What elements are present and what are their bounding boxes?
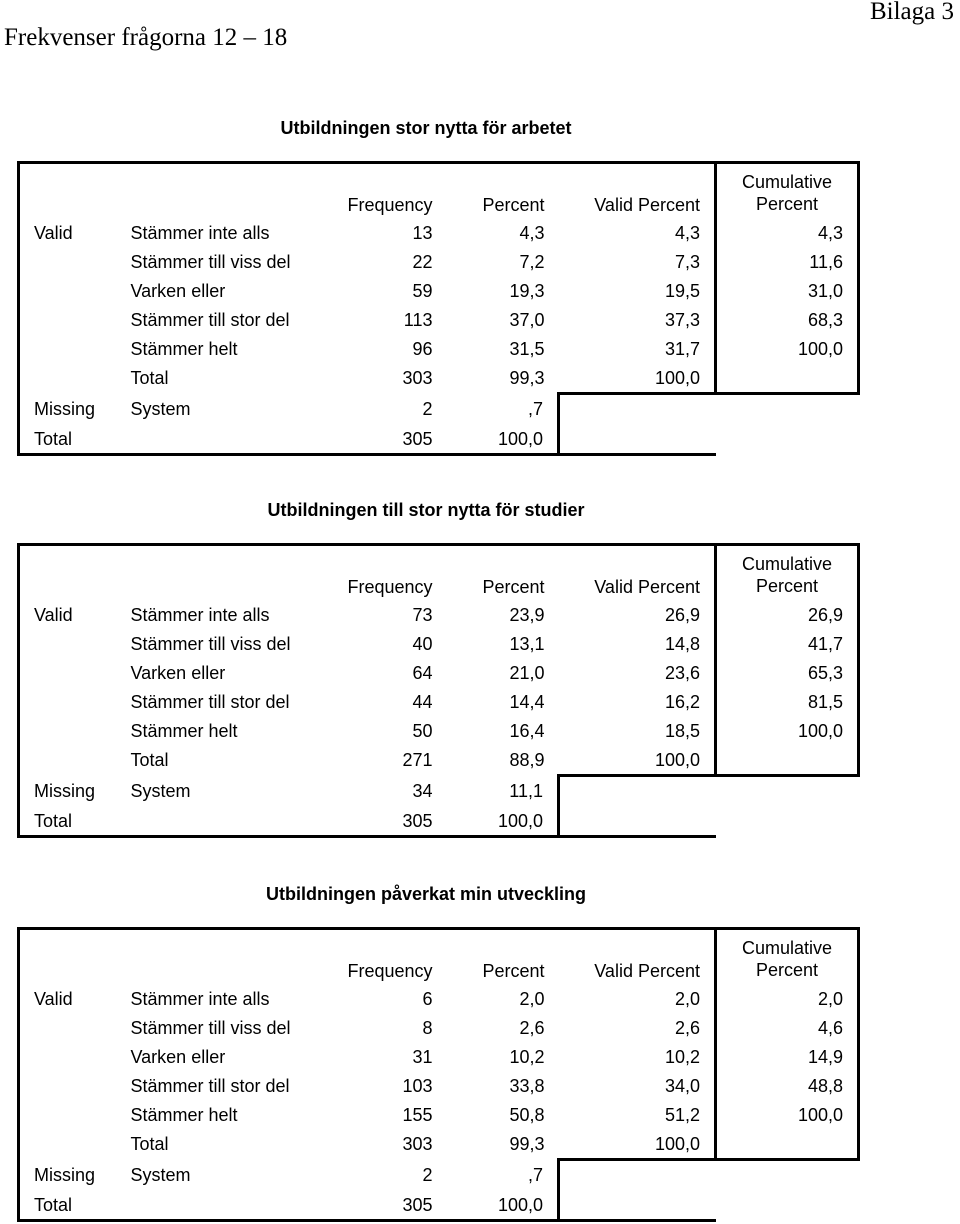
row-category-label: Stämmer inte alls [130,604,270,625]
cumulative-percent-cell [716,1129,859,1160]
cumulative-percent-cell: 11,6 [716,247,859,276]
valid-percent-cell: 26,9 [664,604,700,625]
percent-cell: 23,9 [509,604,545,625]
row-group-label [19,1129,114,1160]
row-group-label [19,1071,114,1100]
valid-percent-cell: 2,6 [674,1017,700,1038]
table-title: Utbildningen påverkat min utveckling [265,884,587,904]
cumulative-percent-header [716,163,859,219]
valid-percent-cell: 100,0 [654,1133,700,1154]
cumulative-header-line2: Percent [755,960,819,980]
row-group-label: Missing [19,776,114,807]
frequency-header: Frequency [327,929,447,985]
percent-cell: 37,0 [509,309,545,330]
valid-percent-cell: 51,2 [664,1104,700,1125]
table-row [19,629,859,658]
row-category-label: Stämmer till viss del [130,251,291,272]
table-row [19,1071,859,1100]
frequency-cell: 64 [412,662,433,683]
table-row [19,1013,859,1042]
frequency-table [17,161,860,456]
valid-percent-header: Valid Percent [559,163,716,219]
cumulative-percent-cell: 4,6 [716,1013,859,1042]
frequency-cell: 40 [412,633,433,654]
row-category-label: Stämmer helt [130,720,238,741]
valid-percent-cell [559,776,716,807]
frequency-cell: 303 [402,1134,433,1155]
cumulative-percent-cell: 41,7 [716,629,859,658]
cumulative-percent-cell [716,1190,859,1221]
frequency-cell: 73 [412,604,433,625]
frequency-cell: 305 [327,1190,447,1221]
row-category-label: Stämmer helt [130,1104,238,1125]
table-row [19,600,859,629]
table-row [19,716,859,745]
row-group-label: Valid [19,218,114,247]
valid-percent-cell: 23,6 [664,662,700,683]
row-category-label: Stämmer till stor del [130,691,290,712]
percent-cell: 11,1 [447,776,559,807]
row-category-label: Stämmer inte alls [130,222,270,243]
row-group-label [19,305,114,334]
row-group-label: Missing [19,394,114,425]
cumulative-percent-cell [716,776,859,807]
frequency-header: Frequency [327,163,447,219]
table-row [19,745,859,776]
frequency-cell: 34 [412,780,433,801]
valid-percent-header: Valid Percent [559,929,716,985]
cumulative-percent-header [716,545,859,601]
frequency-cell: 303 [402,368,433,389]
row-category-label: Total [130,750,169,771]
table-header-row [19,929,859,985]
cumulative-percent-cell [716,424,859,455]
frequency-cell: 44 [412,691,433,712]
table-row [19,1100,859,1129]
cumulative-percent-cell [716,745,859,776]
cumulative-percent-cell: 4,3 [716,218,859,247]
frequency-cell: 8 [422,1017,433,1038]
table-row [19,806,859,837]
valid-percent-cell: 7,3 [674,251,700,272]
valid-percent-cell: 2,0 [674,988,700,1009]
table-row [19,687,859,716]
valid-percent-cell: 14,8 [664,633,700,654]
frequency-cell: 50 [412,720,433,741]
row-group-label: Total [19,1190,114,1221]
cumulative-percent-cell: 31,0 [716,276,859,305]
valid-percent-header: Valid Percent [559,545,716,601]
percent-cell: 4,3 [519,222,545,243]
frequency-cell: 305 [327,806,447,837]
frequency-table [17,927,860,1222]
valid-percent-cell [559,424,716,455]
row-category-label: System [130,1164,191,1185]
frequency-table [17,543,860,838]
table-row [19,394,859,425]
valid-percent-cell: 100,0 [654,749,700,770]
cumulative-header-line2: Percent [755,576,819,596]
percent-cell: 50,8 [509,1104,545,1125]
table-row [19,984,859,1013]
row-group-label [19,363,114,394]
percent-header: Percent [447,545,559,601]
row-category-label: Varken eller [130,662,226,683]
frequency-table-block [0,884,960,1224]
frequency-header: Frequency [327,545,447,601]
cumulative-percent-cell: 65,3 [716,658,859,687]
row-group-label [19,629,114,658]
percent-cell: 2,0 [519,988,545,1009]
table-row [19,1129,859,1160]
valid-percent-cell [559,1160,716,1191]
percent-cell: 100,0 [447,806,559,837]
valid-percent-cell: 10,2 [664,1046,700,1067]
frequency-cell: 2 [422,398,433,419]
percent-cell: 14,4 [509,691,545,712]
row-category-label [114,806,327,837]
table-row [19,658,859,687]
frequency-cell: 113 [403,309,433,330]
row-group-label [19,1042,114,1071]
row-category-label: Total [130,1134,169,1155]
header-blank-cell [19,163,327,219]
row-category-label: Varken eller [130,280,226,301]
frequency-cell: 2 [422,1164,433,1185]
percent-cell: 13,1 [509,633,545,654]
row-group-label [19,687,114,716]
cumulative-percent-cell: 26,9 [716,600,859,629]
valid-percent-cell [559,806,716,837]
percent-cell: 10,2 [509,1046,545,1067]
frequency-table-block [0,118,960,458]
document-title: Frekvenser frågorna 12 – 18 [4,24,288,51]
row-group-label [19,334,114,363]
valid-percent-cell [559,1190,716,1221]
table-row [19,363,859,394]
percent-cell: 99,3 [509,1134,545,1155]
row-group-label: Valid [19,600,114,629]
row-category-label: System [130,398,191,419]
percent-cell: 2,6 [519,1017,545,1038]
row-group-label [19,658,114,687]
table-row [19,776,859,807]
cumulative-percent-header [716,929,859,985]
table-row [19,218,859,247]
percent-cell: 19,3 [509,280,545,301]
valid-percent-cell: 100,0 [654,367,700,388]
cumulative-percent-cell: 100,0 [716,716,859,745]
table-row [19,1190,859,1221]
table-row [19,247,859,276]
appendix-label: Bilaga 3 [869,0,954,25]
cumulative-percent-cell: 48,8 [716,1071,859,1100]
table-row [19,276,859,305]
frequency-cell: 271 [402,750,433,771]
percent-cell: ,7 [447,1160,559,1191]
frequency-cell: 59 [412,280,433,301]
cumulative-percent-cell: 68,3 [716,305,859,334]
row-category-label: Stämmer till viss del [130,633,291,654]
percent-cell: 100,0 [447,424,559,455]
row-group-label [19,1013,114,1042]
frequency-cell: 13 [412,222,433,243]
page-header [0,0,960,70]
table-title: Utbildningen till stor nytta för studier [267,500,585,520]
row-category-label: Stämmer inte alls [130,988,270,1009]
frequency-cell: 305 [327,424,447,455]
cumulative-percent-cell [716,806,859,837]
valid-percent-cell [559,394,716,425]
cumulative-percent-cell [716,394,859,425]
percent-header: Percent [447,929,559,985]
row-category-label: System [130,780,191,801]
table-row [19,1042,859,1071]
header-blank-cell [19,929,327,985]
row-group-label [19,247,114,276]
cumulative-percent-cell: 100,0 [716,334,859,363]
cumulative-header-line1: Cumulative [741,172,833,192]
valid-percent-cell: 31,7 [664,338,700,359]
percent-cell: 7,2 [519,251,545,272]
table-title: Utbildningen stor nytta för arbetet [280,118,572,138]
table-row [19,334,859,363]
row-group-label [19,1100,114,1129]
row-category-label: Varken eller [130,1046,226,1067]
cumulative-percent-cell [716,363,859,394]
frequency-cell: 96 [412,338,433,359]
row-category-label: Stämmer till stor del [130,309,290,330]
frequency-cell: 31 [412,1046,433,1067]
cumulative-percent-cell [716,1160,859,1191]
header-blank-cell [19,545,327,601]
percent-cell: 100,0 [447,1190,559,1221]
row-category-label: Stämmer till stor del [130,1075,290,1096]
percent-cell: 88,9 [509,750,545,771]
cumulative-percent-cell: 100,0 [716,1100,859,1129]
cumulative-percent-cell: 81,5 [716,687,859,716]
row-group-label: Missing [19,1160,114,1191]
percent-cell: 33,8 [509,1075,545,1096]
row-category-label: Total [130,368,169,389]
row-group-label [19,276,114,305]
row-category-label [114,424,327,455]
valid-percent-cell: 18,5 [664,720,700,741]
valid-percent-cell: 19,5 [664,280,700,301]
frequency-cell: 155 [402,1104,433,1125]
percent-header: Percent [447,163,559,219]
row-category-label: Stämmer till viss del [130,1017,291,1038]
frequency-cell: 103 [402,1075,433,1096]
table-row [19,1160,859,1191]
row-category-label: Stämmer helt [130,338,238,359]
cumulative-header-line2: Percent [755,194,819,214]
valid-percent-cell: 4,3 [674,222,700,243]
frequency-cell: 22 [412,251,433,272]
table-header-row [19,545,859,601]
percent-cell: 31,5 [509,338,545,359]
percent-cell: 16,4 [509,720,545,741]
percent-cell: 99,3 [509,368,545,389]
table-row [19,424,859,455]
row-group-label: Valid [19,984,114,1013]
table-row [19,305,859,334]
cumulative-header-line1: Cumulative [741,554,833,574]
cumulative-percent-cell: 2,0 [716,984,859,1013]
frequency-table-block [0,500,960,840]
row-group-label [19,716,114,745]
valid-percent-cell: 37,3 [664,309,700,330]
cumulative-header-line1: Cumulative [741,938,833,958]
row-group-label [19,745,114,776]
cumulative-percent-cell: 14,9 [716,1042,859,1071]
table-header-row [19,163,859,219]
row-group-label: Total [19,806,114,837]
frequency-cell: 6 [422,988,433,1009]
percent-cell: ,7 [447,394,559,425]
row-group-label: Total [19,424,114,455]
row-category-label [114,1190,327,1221]
percent-cell: 21,0 [509,662,545,683]
valid-percent-cell: 34,0 [664,1075,700,1096]
valid-percent-cell: 16,2 [664,691,700,712]
